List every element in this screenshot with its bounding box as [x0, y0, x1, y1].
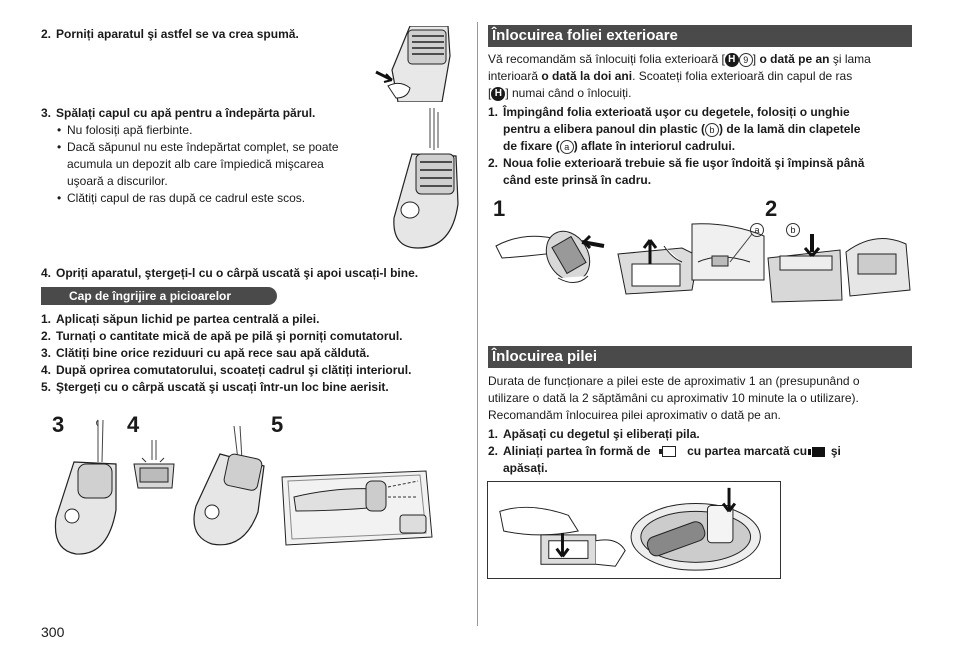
care-steps [41, 311, 411, 396]
circled-a-icon: a [560, 140, 574, 154]
circled-9-icon: 9 [739, 53, 753, 67]
section-pill: Cap de îngrijire a picioarelor [41, 287, 277, 305]
figure-label-4: 4 [127, 412, 140, 437]
step-3: 3. Spălați capul cu apă pentru a îndepărta părul. [41, 106, 316, 120]
circled-b-icon: b [705, 123, 719, 137]
battery-intro: Durata de funcționare a pilei este de aproximativ 1 an (presupunând o utilizare o dată la 2 săptămâni cu aproximativ 10 minute la o utilizare). Recomandăm înlocuirea pilei aproximativ o dată pe an. [488, 374, 860, 422]
care-step: 3. Clătiți bine orice reziduuri cu apă rece sau apă căldută. [41, 346, 370, 360]
battery-illustration-box [487, 481, 781, 579]
page-number: 300 [41, 624, 65, 640]
epilator-rinse-illustration [382, 108, 462, 250]
foil-intro: Vă recomandăm să înlocuiți folia exterioară [ H 9 ] o dată pe an şi lama interioară o dată la doi ani. Scoateți folia exterioară din capul de ras [ H ] numai când o înlocuiți. [488, 52, 871, 100]
figure-label-5: 5 [271, 412, 284, 437]
battery-outline-icon [662, 446, 676, 457]
column-divider [477, 22, 478, 626]
foil-insert-illustration [766, 230, 916, 304]
H-circle-icon: H [491, 87, 505, 101]
figure-label-3: 3 [52, 412, 65, 437]
step-3-notes: • Nu folosiți apă fierbinte. • Dacă săpunul nu este îndepărtat complet, se poate acumula un depozit alb care împiedică mişcarea uşoară a discurilor. • Clătiți capul de ras după ce cadrul este scos. [57, 123, 339, 205]
foil-removal-hands-illustration [492, 222, 612, 292]
foil-steps: 1. Împingând folia exterioată uşor cu degetele, folosiți o unghie pentru a elibera panoul din plastic ( b ) de la lamă din clapetele de fixare ( a ) aflate în interiorul cadrului. 2. Noua folie exterioară trebuie să fie uşor îndoită şi împinsă până când este prinsă în cadru. [488, 105, 865, 187]
figure-label-2: 2 [765, 196, 778, 221]
figure-mark-b: b [786, 222, 800, 237]
step-4: 4. Opriți aparatul, ştergeți-l cu o cârpă uscată şi apoi uscați-l bine. [41, 266, 419, 280]
battery-steps: 1. Apăsați cu degetul şi eliberați pila. 2. Aliniați partea în formă de cu partea marcată cu şi apăsați. [488, 427, 841, 475]
figure-mark-a: a [750, 222, 764, 237]
epilator-foam-illustration [370, 26, 460, 102]
foot-care-illustration-4 [128, 440, 178, 492]
foil-header: Înlocuirea foliei exterioare [488, 25, 912, 47]
foot-care-illustration-5a [184, 426, 270, 550]
care-step: 5. Ştergeți cu o cârpă uscată şi uscați într-un loc bine aerisit. [41, 380, 389, 394]
battery-header: Înlocuirea pilei [488, 346, 912, 368]
foot-care-illustration-5b [276, 467, 434, 549]
battery-filled-icon [812, 447, 825, 457]
step-2: 2. Porniți aparatul şi astfel se va crea spumă. [41, 27, 299, 41]
foil-frame-illustration [612, 228, 702, 296]
care-step: 1. Aplicați săpun lichid pe partea centrală a pilei. [41, 312, 320, 326]
figure-label-1: 1 [493, 196, 506, 221]
care-step: 4. După oprirea comutatorului, scoateți cadrul şi clătiți interiorul. [41, 363, 412, 377]
care-step: 2. Turnați o cantitate mică de apă pe pilă şi porniți comutatorul. [41, 329, 403, 343]
foot-care-illustration-3 [48, 418, 124, 558]
H-circle-icon: H [725, 53, 739, 67]
